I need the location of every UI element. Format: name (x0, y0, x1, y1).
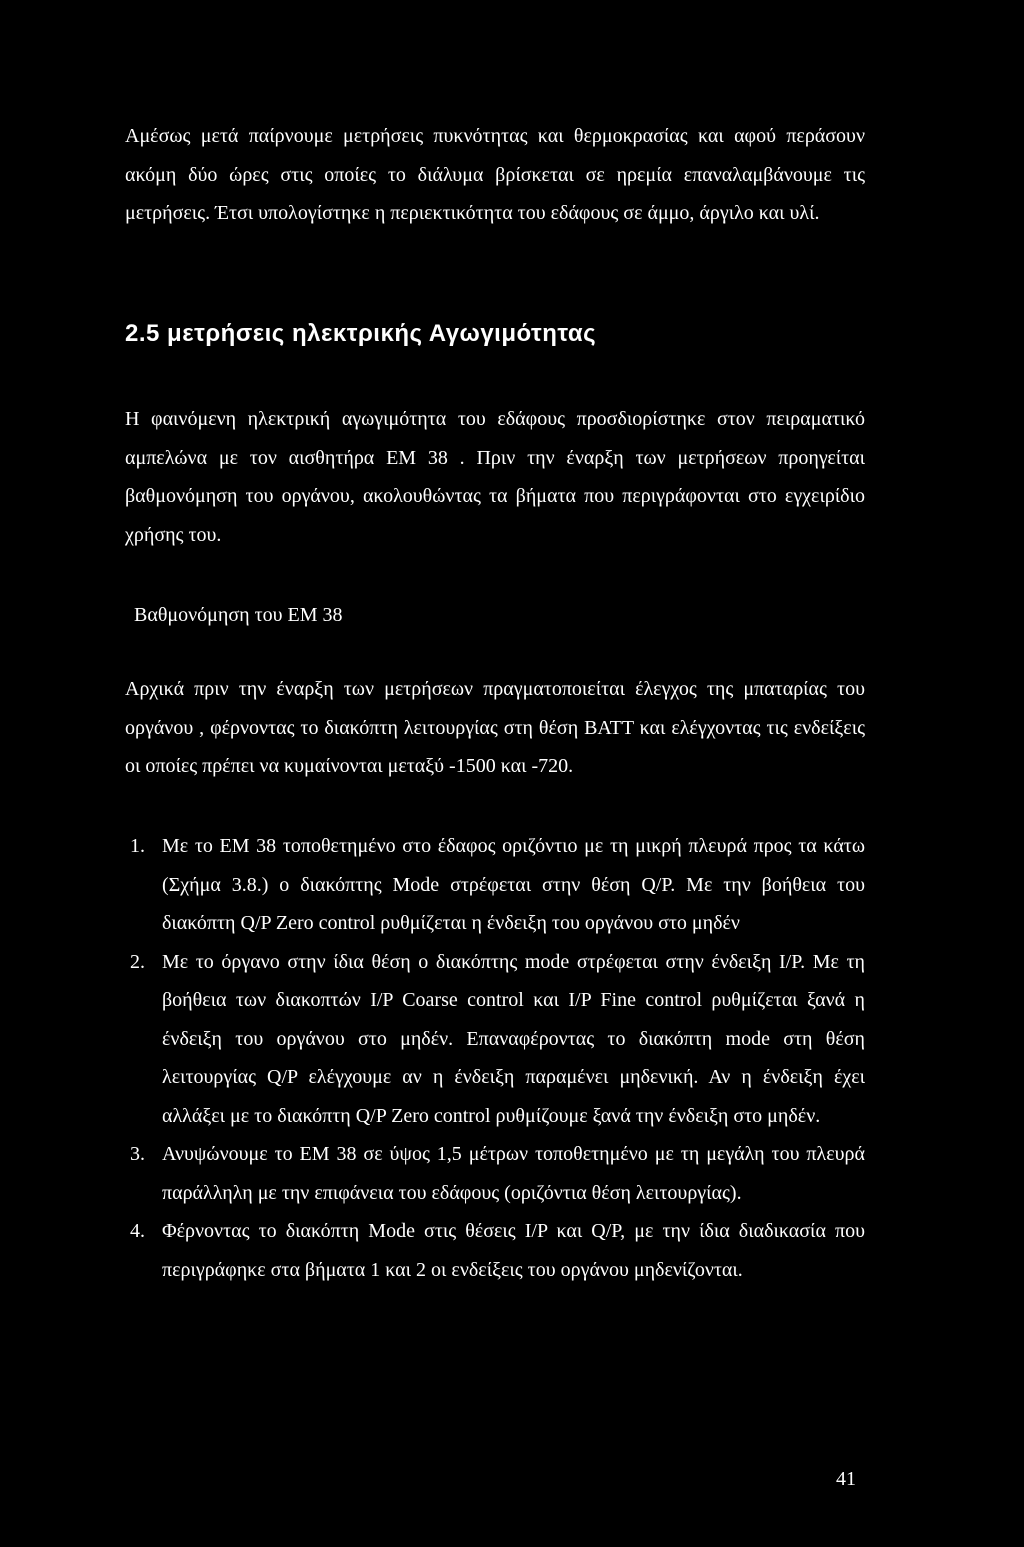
calibration-paragraph: Αρχικά πριν την έναρξη των μετρήσεων πραγματοποιείται έλεγχος της μπαταρίας του οργάνου , φέρνοντας το διακόπτη λειτουργίας στη θέση ΒΑΤΤ και ελέγχοντας τις ενδείξεις οι οποίες πρέπει να κυμαίνονται μεταξύ -1500 και -720. (125, 678, 865, 777)
step-number: 4. (130, 1220, 145, 1242)
step-text: Φέρνοντας το διακόπτη Mode στις θέσεις I/P και Q/P, με την ίδια διαδικασία που περιγράφηκε στα βήματα 1 και 2 οι ενδείξεις του οργάνου μηδενίζονται. (162, 1220, 865, 1281)
calibration-steps-list (125, 827, 865, 1289)
step-text: Με το όργανο στην ίδια θέση ο διακόπτης mode στρέφεται στην ένδειξη I/P. Με τη βοήθεια των διακοπτών I/P Coarse control και I/P Fine control ρυθμίζεται ξανά η ένδειξη του οργάνου στο μηδέν. Επαναφέροντας το διακόπτη mode στη θέση λειτουργίας Q/P ελέγχουμε αν η ένδειξη παραμένει μηδενική. Αν η ένδειξη έχει αλλάξει με το διακόπτη Q/P Zero control ρυθμίζουμε ξανά την ένδειξη στο μηδέν. (162, 950, 865, 1127)
step-text: Με το ΕΜ 38 τοποθετημένο στο έδαφος οριζόντιο με τη μικρή πλευρά προς τα κάτω (Σχήμα 3.8.) ο διακόπτης Mode στρέφεται στην θέση Q/P. Με την βοήθεια του διακόπτη Q/P Zero control ρυθμίζεται η ένδειξη του οργάνου στο μηδέν (162, 835, 865, 934)
step-number: 3. (130, 1143, 145, 1165)
list-item (125, 1212, 865, 1289)
step-text: Ανυψώνουμε το ΕΜ 38 σε ύψος 1,5 μέτρων τοποθετημένο με τη μεγάλη του πλευρά παράλληλη με την επιφάνεια του εδάφους (οριζόντια θέση λειτουργίας). (162, 1143, 865, 1204)
page-number: 41 (836, 1468, 856, 1490)
list-item (125, 943, 865, 1136)
section-heading: 2.5 μετρήσεις ηλεκτρικής Αγωγιμότητας (125, 320, 597, 347)
calibration-heading: Βαθμονόμηση του ΕΜ 38 (134, 604, 343, 626)
list-item (125, 827, 865, 943)
step-number: 1. (130, 835, 145, 857)
step-number: 2. (130, 950, 145, 973)
intro-paragraph: Αμέσως μετά παίρνουμε μετρήσεις πυκνότητας και θερμοκρασίας και αφού περάσουν ακόμη δύο ώρες στις οποίες το διάλυμα βρίσκεται σε ηρεμία επαναλαμβάνουμε τις μετρήσεις. Έτσι υπολογίστηκε η περιεκτικότητα του εδάφους σε άμμο, άργιλο και υλί. (125, 125, 865, 224)
list-item (125, 1135, 865, 1212)
section-paragraph: Η φαινόμενη ηλεκτρική αγωγιμότητα του εδάφους προσδιορίστηκε στον πειραματικό αμπελώνα με τον αισθητήρα ΕΜ 38 . Πριν την έναρξη των μετρήσεων προηγείται βαθμονόμηση του οργάνου, ακολουθώντας τα βήματα που περιγράφονται στο εγχειρίδιο χρήσης του. (125, 408, 865, 546)
